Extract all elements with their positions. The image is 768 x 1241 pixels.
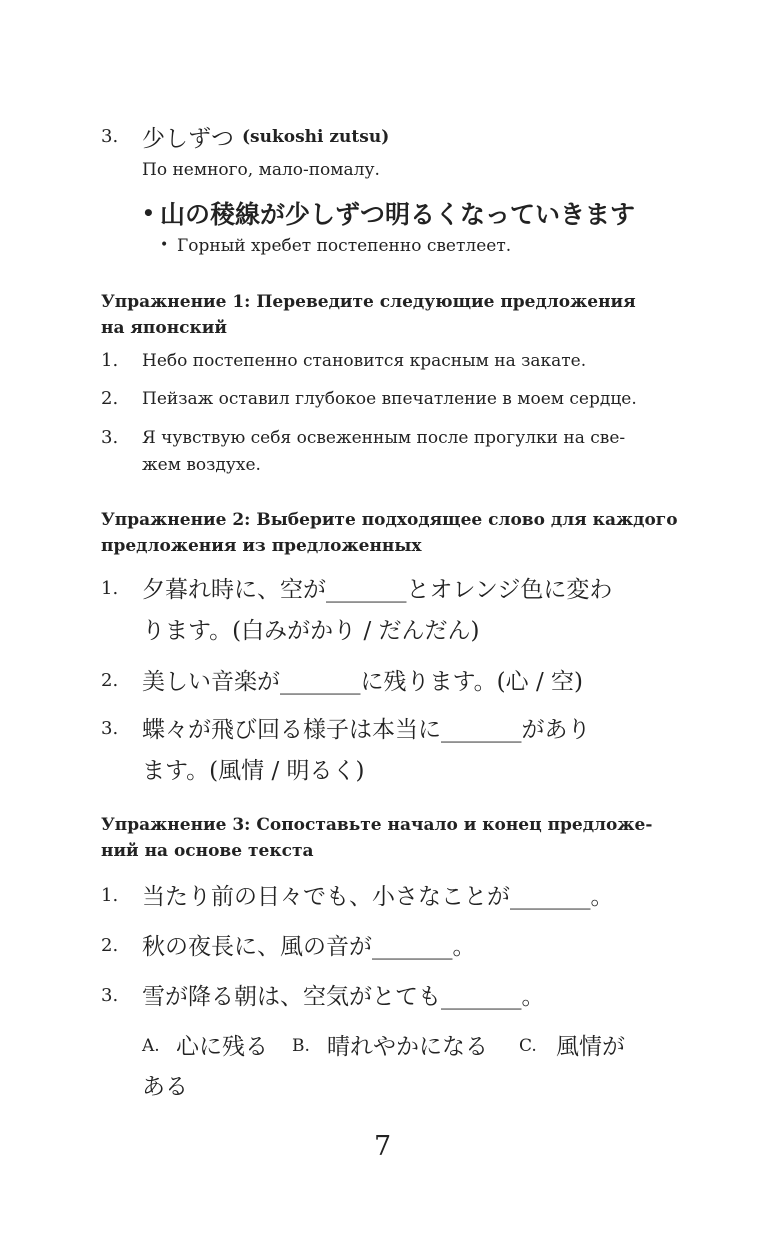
- exercise3-item-text: 秋の夜長に、風の音が_______。: [142, 934, 476, 960]
- exercise1-title: Упражнение 1: Переведите следующие предложения: [101, 292, 636, 312]
- exercise1-item-number: 1.: [101, 350, 119, 371]
- exercise3-title: Упражнение 3: Сопоставьте начало и конец предложе-: [101, 815, 653, 835]
- exercise1-title-cont: на японский: [101, 318, 228, 338]
- vocab-meaning: По немного, мало-помалу.: [142, 160, 380, 180]
- exercise1-item-number: 3.: [101, 427, 119, 448]
- vocab-romaji: (sukoshi zutsu): [242, 127, 390, 147]
- exercise3-item-text: 当たり前の日々でも、小さなことが_______。: [142, 884, 614, 910]
- vocab-example-jp: 山の稜線が少しずつ明るくなっていきます: [160, 200, 636, 229]
- option-c-text-cont: ある: [142, 1074, 188, 1100]
- bullet-icon: •: [142, 201, 155, 225]
- option-b-text: 晴れやかになる: [327, 1034, 488, 1060]
- exercise2-title-cont: предложения из предложенных: [101, 536, 422, 556]
- bullet-icon: •: [160, 237, 169, 253]
- exercise1-item-text: Небо постепенно становится красным на закате.: [142, 351, 587, 371]
- exercise3-item-text: 雪が降る朝は、空気がとても_______。: [142, 984, 545, 1010]
- vocab-word: 少しずつ: [142, 126, 234, 152]
- exercise2-item-number: 1.: [101, 578, 119, 599]
- exercise2-item-text-cont: ります。(白みがかり / だんだん): [142, 618, 480, 644]
- exercise1-item-text-cont: жем воздухе.: [142, 455, 261, 475]
- exercise2-title: Упражнение 2: Выберите подходящее слово для каждого: [101, 510, 678, 530]
- page-number: 7: [374, 1131, 392, 1162]
- exercise3-item-number: 2.: [101, 935, 119, 956]
- exercise2-item-text-cont: ます。(風情 / 明るく): [142, 758, 365, 784]
- vocab-example-ru: Горный хребет постепенно светлеет.: [177, 236, 512, 256]
- option-a-text: 心に残る: [176, 1034, 268, 1060]
- exercise2-item-text: 美しい音楽が_______に残ります。(心 / 空): [142, 669, 583, 695]
- exercise2-item-number: 2.: [101, 670, 119, 691]
- exercise3-title-cont: ний на основе текста: [101, 841, 314, 861]
- option-c-label: C.: [519, 1036, 537, 1056]
- exercise3-item-number: 3.: [101, 985, 119, 1006]
- exercise1-item-text: Я чувствую себя освеженным после прогулки на све-: [142, 428, 626, 448]
- exercise2-item-number: 3.: [101, 718, 119, 739]
- exercise1-item-number: 2.: [101, 388, 119, 409]
- option-a-label: A.: [142, 1036, 160, 1056]
- option-c-text: 風情が: [556, 1034, 625, 1060]
- exercise3-item-number: 1.: [101, 885, 119, 906]
- vocab-number: 3.: [101, 126, 119, 147]
- exercise2-item-text: 蝶々が飛び回る様子は本当に_______があり: [142, 717, 591, 743]
- exercise2-item-text: 夕暮れ時に、空が_______とオレンジ色に変わ: [142, 577, 613, 603]
- exercise1-item-text: Пейзаж оставил глубокое впечатление в моем сердце.: [142, 389, 637, 409]
- option-b-label: B.: [292, 1036, 310, 1056]
